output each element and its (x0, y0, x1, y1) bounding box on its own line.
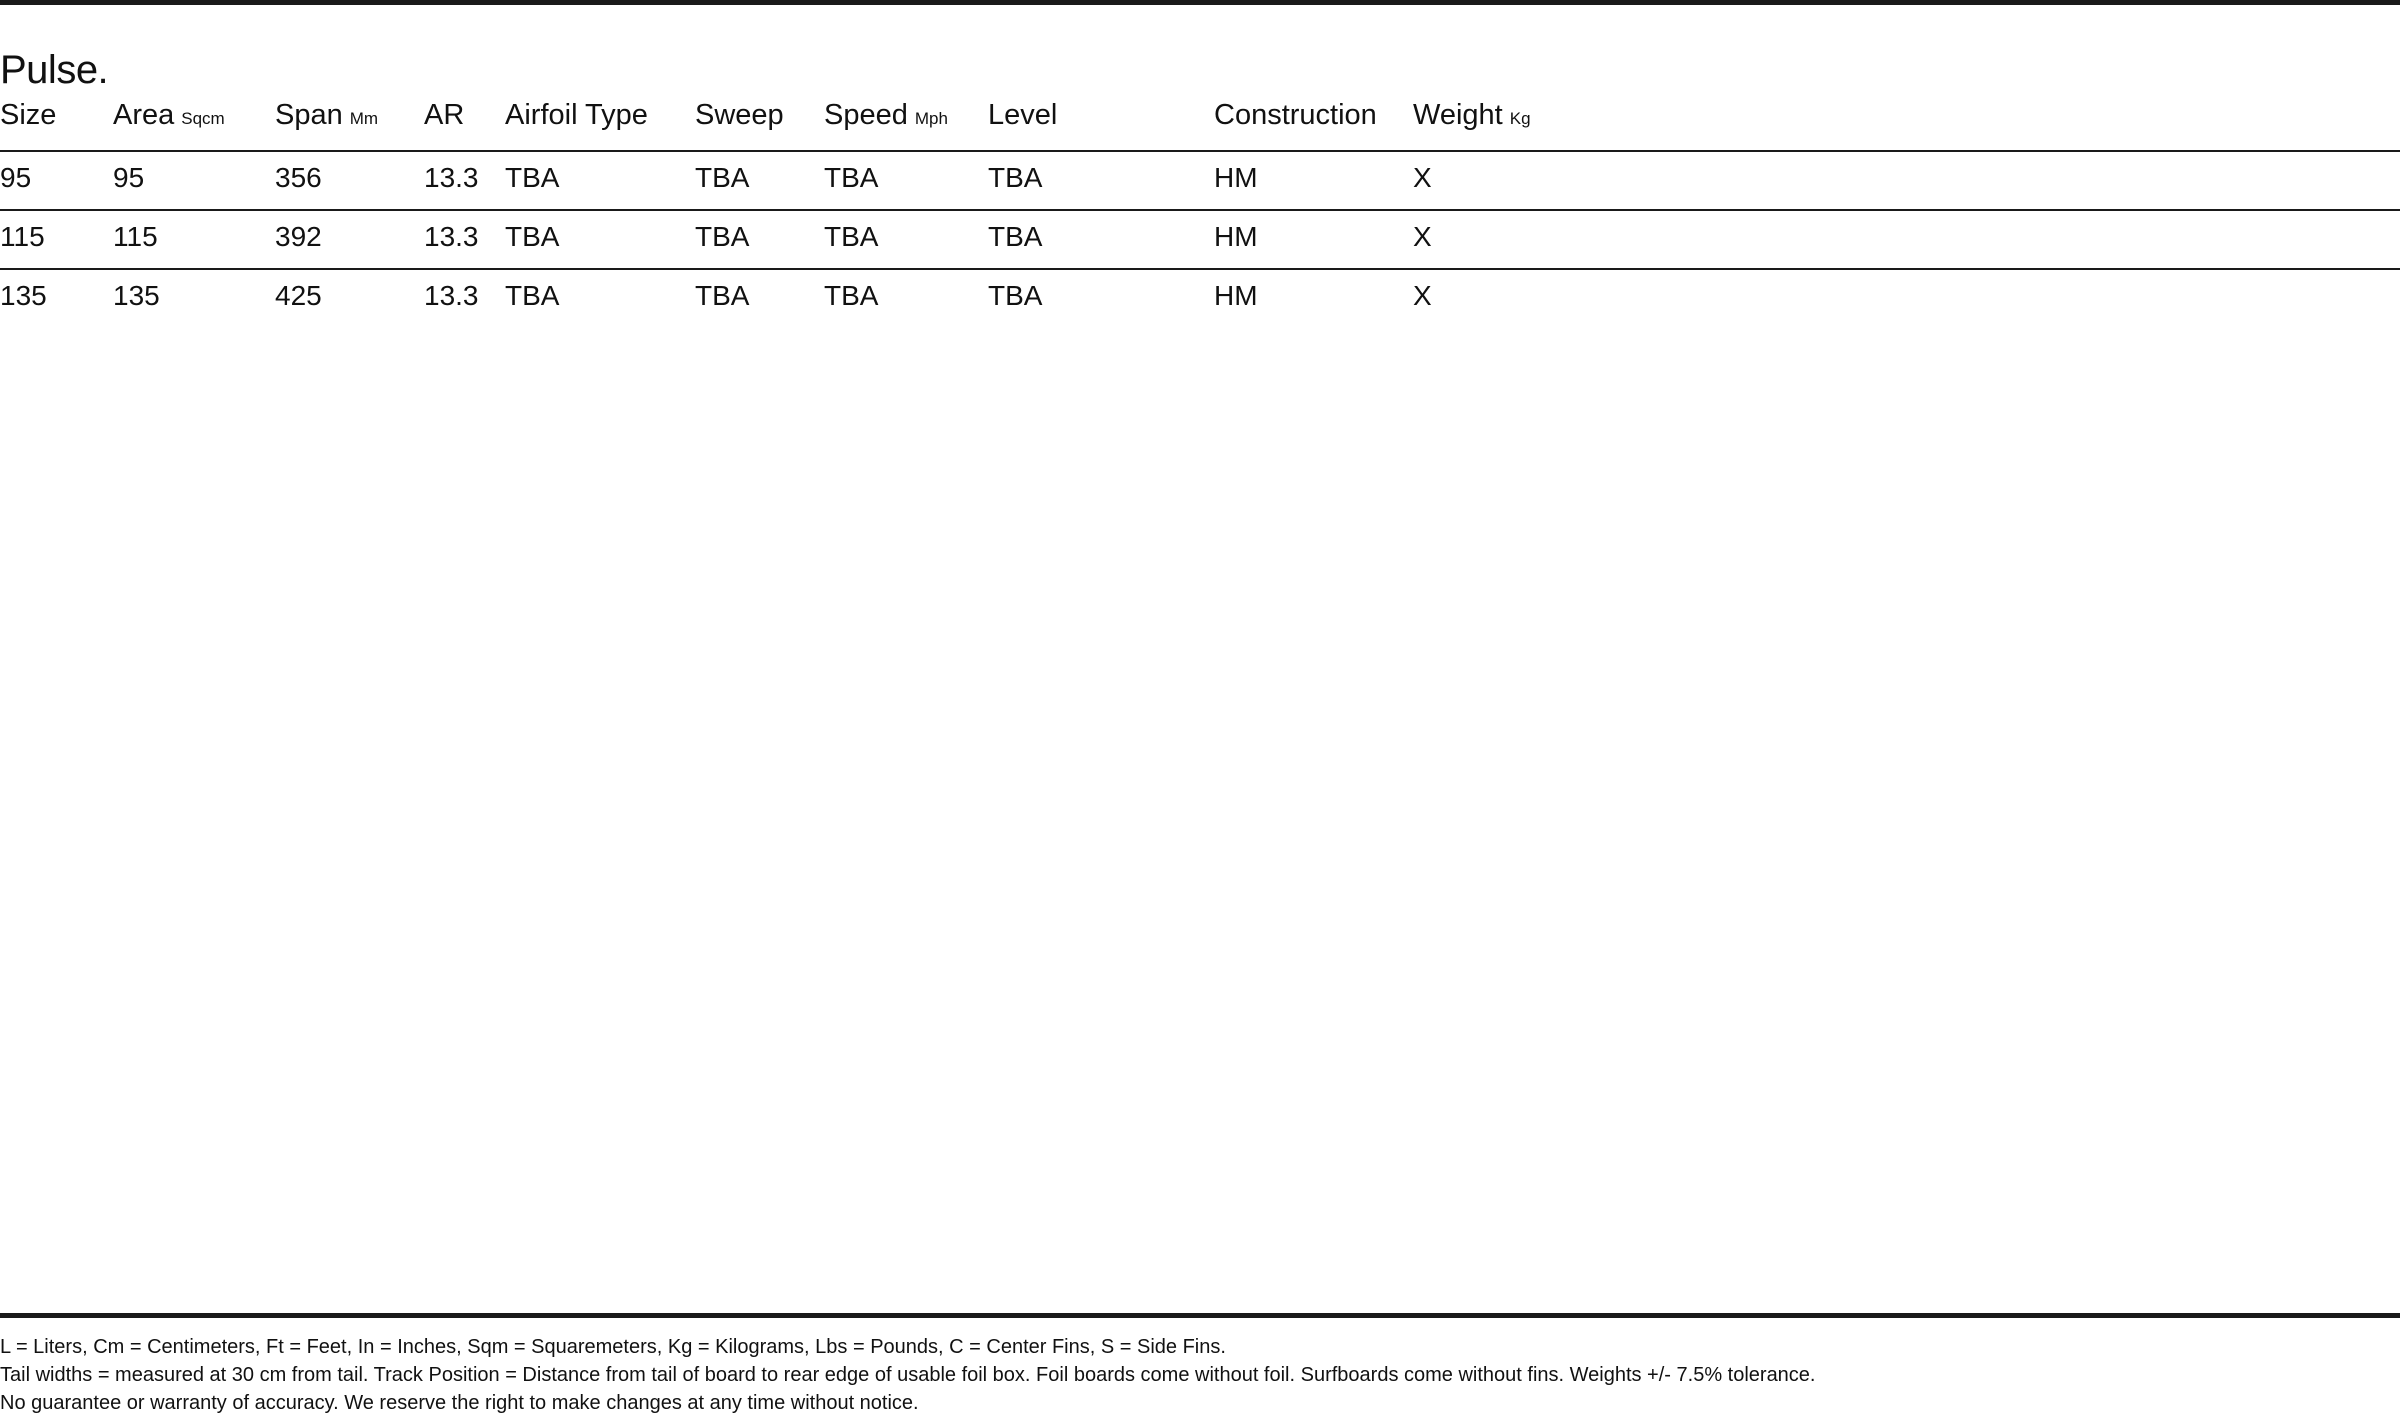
cell-area: 135 (113, 280, 160, 311)
cell-size: 135 (0, 280, 47, 311)
footer-disclaimer: No guarantee or warranty of accuracy. We reserve the right to make changes at any time without notice. (0, 1392, 919, 1414)
header-ar (424, 88, 464, 142)
cell-span: 356 (275, 162, 322, 193)
table-row (0, 270, 2400, 327)
header-label: Airfoil Type (505, 99, 648, 131)
cell-ar: 13.3 (424, 221, 479, 252)
cell-construction: HM (1214, 280, 1258, 311)
header-area (113, 88, 225, 146)
cell-span: 425 (275, 280, 322, 311)
header-label: AR (424, 99, 465, 131)
cell-weight: X (1413, 162, 1432, 193)
header-speed (824, 88, 948, 146)
cell-level: TBA (988, 162, 1043, 193)
footer-measurements: Tail widths = measured at 30 cm from tail. Track Position = Distance from tail of board to rear edge of usable foil box. Foil boards come without foil. Surfboards come without fins. Weights +/- 7.5% tolerance. (0, 1364, 1816, 1386)
cell-speed: TBA (824, 280, 879, 311)
header-label: Span (275, 99, 343, 131)
cell-construction: HM (1214, 162, 1258, 193)
cell-weight: X (1413, 280, 1432, 311)
header-label: Level (988, 99, 1058, 131)
top-divider (0, 0, 2400, 5)
cell-size: 115 (0, 221, 45, 252)
cell-sweep: TBA (695, 280, 750, 311)
header-label: Construction (1214, 99, 1377, 131)
header-unit: Mm (349, 109, 379, 128)
cell-construction: HM (1214, 221, 1258, 252)
header-airfoil-type (505, 88, 648, 142)
footer-notes (0, 1333, 2400, 1417)
cell-ar: 13.3 (424, 280, 479, 311)
header-construction (1214, 88, 1377, 142)
header-label: Weight (1413, 99, 1503, 131)
cell-airfoil-type: TBA (505, 162, 560, 193)
table-row (0, 211, 2400, 270)
footer-abbreviations: L = Liters, Cm = Centimeters, Ft = Feet, In = Inches, Sqm = Squaremeters, Kg = Kilograms, Lbs = Pounds, C = Center Fins, S = Side Fins. (0, 1336, 1226, 1358)
cell-level: TBA (988, 221, 1043, 252)
cell-ar: 13.3 (424, 162, 479, 193)
header-size (0, 88, 56, 142)
header-unit: Kg (1509, 109, 1531, 128)
cell-sweep: TBA (695, 162, 750, 193)
cell-airfoil-type: TBA (505, 221, 560, 252)
cell-span: 392 (275, 221, 322, 252)
header-label: Size (0, 99, 57, 131)
header-span (275, 88, 378, 146)
header-weight (1413, 88, 1531, 146)
cell-airfoil-type: TBA (505, 280, 560, 311)
header-unit: Sqcm (181, 109, 225, 128)
cell-weight: X (1413, 221, 1432, 252)
header-level (988, 88, 1057, 142)
footer-divider (0, 1313, 2400, 1318)
cell-size: 95 (0, 162, 32, 193)
cell-speed: TBA (824, 162, 879, 193)
header-sweep (695, 88, 784, 142)
spec-table (0, 88, 2400, 327)
header-unit: Mph (914, 109, 948, 128)
header-label: Speed (824, 99, 908, 131)
page-title: Pulse. (0, 47, 109, 92)
table-row (0, 152, 2400, 211)
header-label: Sweep (695, 99, 784, 131)
cell-area: 95 (113, 162, 145, 193)
cell-speed: TBA (824, 221, 879, 252)
table-header-row (0, 88, 2400, 152)
header-label: Area (113, 99, 175, 131)
cell-level: TBA (988, 280, 1043, 311)
cell-sweep: TBA (695, 221, 750, 252)
cell-area: 115 (113, 221, 158, 252)
